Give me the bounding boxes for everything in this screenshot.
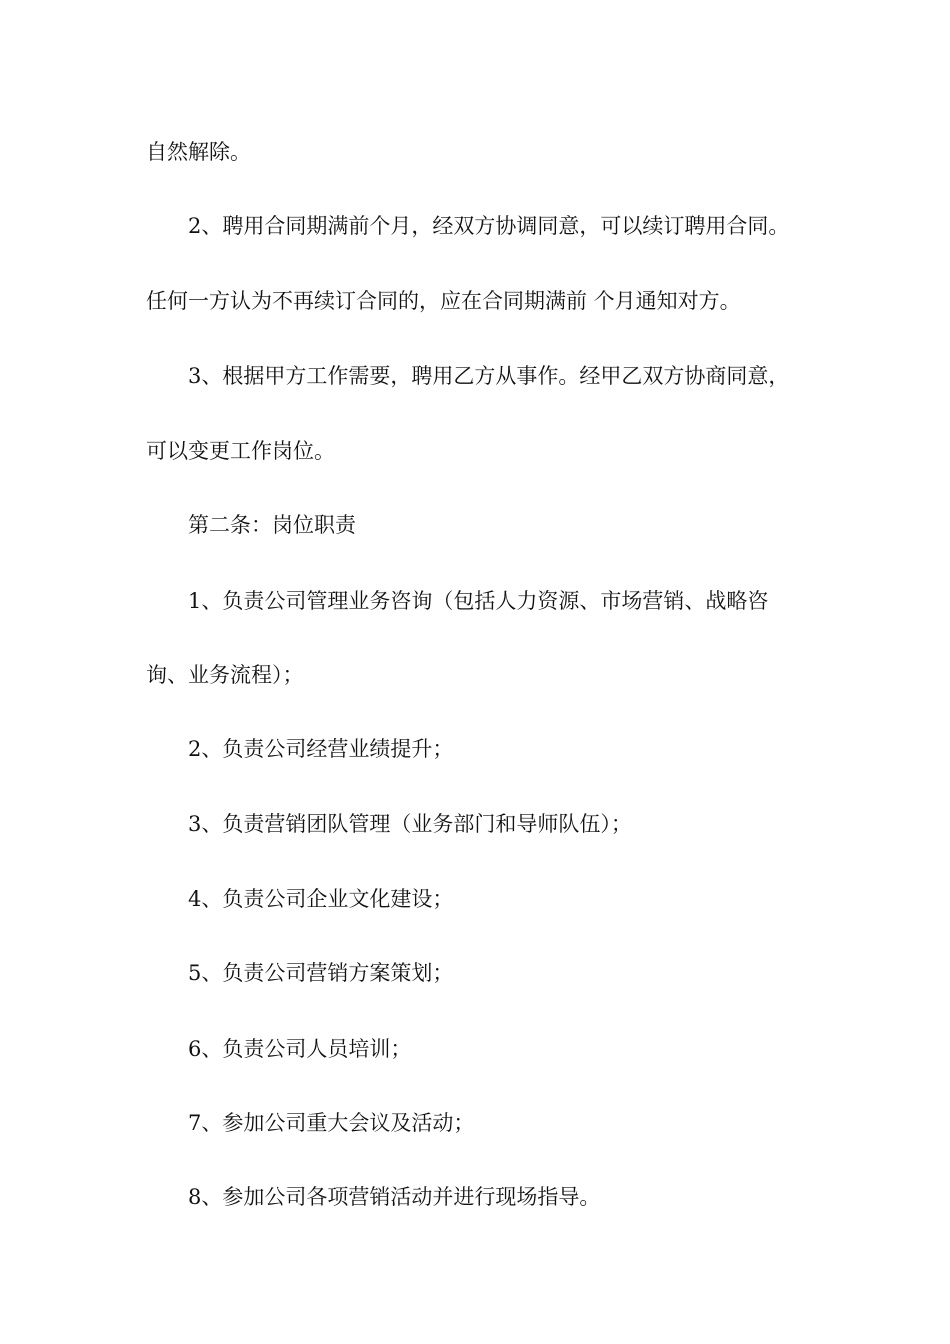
section-heading: 第二条：岗位职责 <box>188 513 356 537</box>
text-line-10: 3、负责营销团队管理（业务部门和导师队伍）； <box>188 812 632 836</box>
text-line-8: 询、业务流程）； <box>146 663 304 687</box>
text-line-13: 6、负责公司人员培训； <box>188 1037 412 1061</box>
text-line-9: 2、负责公司经营业绩提升； <box>188 737 454 761</box>
text-line-2: 2、聘用合同期满前个月，经双方协调同意，可以续订聘用合同。 <box>188 214 790 238</box>
text-line-5: 可以变更工作岗位。 <box>146 439 335 463</box>
text-line-3: 任何一方认为不再续订合同的，应在合同期满前 个月通知对方。 <box>146 289 741 313</box>
text-line-12: 5、负责公司营销方案策划； <box>188 961 454 985</box>
text-line-1: 自然解除。 <box>146 140 251 164</box>
text-line-11: 4、负责公司企业文化建设； <box>188 887 454 911</box>
text-line-15: 8、参加公司各项营销活动并进行现场指导。 <box>188 1185 601 1209</box>
text-line-14: 7、参加公司重大会议及活动； <box>188 1111 475 1135</box>
text-line-4: 3、根据甲方工作需要，聘用乙方从事作。经甲乙双方协商同意， <box>188 364 790 388</box>
text-line-7: 1、负责公司管理业务咨询（包括人力资源、市场营销、战略咨 <box>188 589 769 613</box>
